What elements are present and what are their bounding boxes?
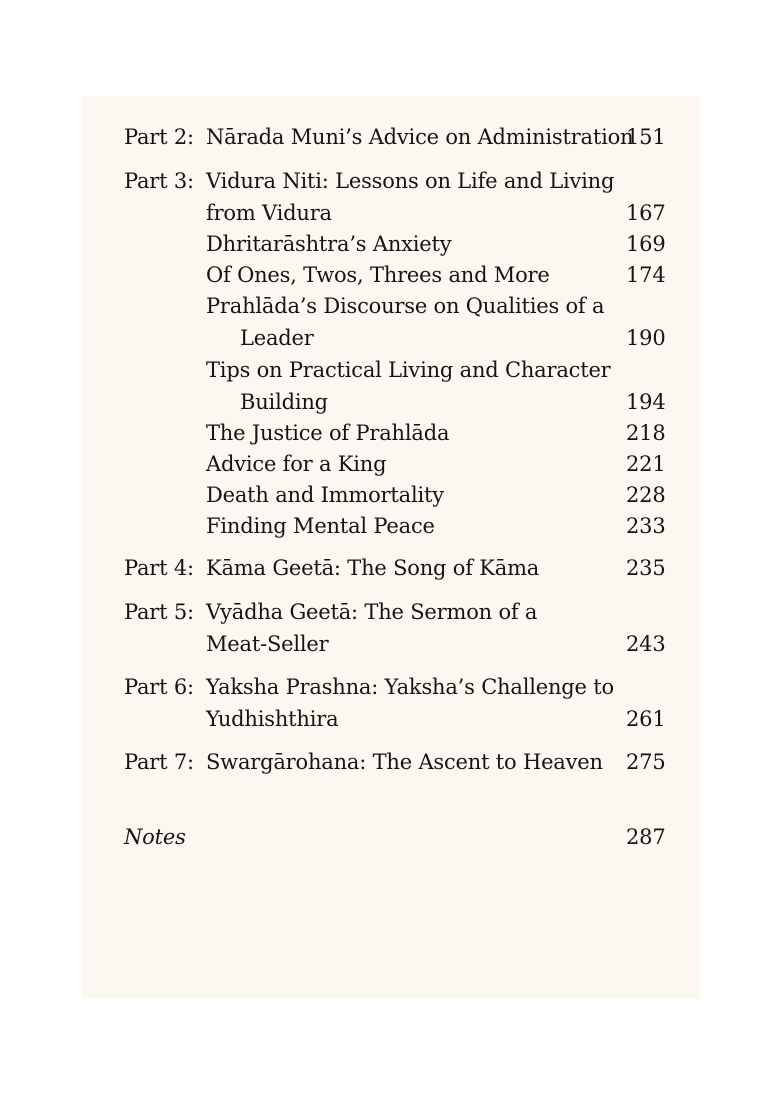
part-6-title-line2: Yudhishthira [206, 707, 339, 731]
table-of-contents [82, 96, 700, 999]
part-7-label: Part 7: [124, 750, 194, 774]
part-4-title: Kāma Geetā: The Song of Kāma [206, 556, 540, 580]
entry-title: Advice for a King [206, 452, 387, 476]
part-6-label: Part 6: [124, 675, 194, 699]
entry-title: The Justice of Prahlāda [206, 421, 450, 445]
part-2-title: Nārada Muni’s Advice on Administration [206, 125, 634, 149]
entry-page: 174 [626, 263, 666, 287]
part-5-title-line2: Meat-Seller [206, 632, 329, 656]
entry-title: Dhritarāshtra’s Anxiety [206, 232, 452, 256]
part-5-label: Part 5: [124, 600, 194, 624]
entry-page: 194 [626, 390, 666, 414]
part-6-title-line1: Yaksha Prashna: Yaksha’s Challenge to [206, 675, 614, 699]
entry-page: 221 [626, 452, 666, 476]
entry-title: Of Ones, Twos, Threes and More [206, 263, 550, 287]
entry-page: 228 [626, 483, 666, 507]
part-6-page: 261 [626, 707, 666, 731]
part-3-title-line2: from Vidura [206, 201, 332, 225]
entry-title: Finding Mental Peace [206, 514, 435, 538]
entry-title-line1: Prahlāda’s Discourse on Qualities of a [206, 294, 605, 318]
part-3-page: 167 [626, 201, 666, 225]
part-5-page: 243 [626, 632, 666, 656]
entry-title: Death and Immortality [206, 483, 444, 507]
entry-title-line2: Leader [240, 326, 314, 350]
part-7-title: Swargārohana: The Ascent to Heaven [206, 750, 603, 774]
entry-title-line1: Tips on Practical Living and Character [206, 358, 611, 382]
entry-page: 169 [626, 232, 666, 256]
part-3-label: Part 3: [124, 169, 194, 193]
entry-page: 233 [626, 514, 666, 538]
part-4-page: 235 [626, 556, 666, 580]
entry-page: 190 [626, 326, 666, 350]
part-3-title-line1: Vidura Niti: Lessons on Life and Living [206, 169, 615, 193]
notes-page: 287 [626, 825, 666, 849]
book-page [82, 96, 700, 999]
part-5-title-line1: Vyādha Geetā: The Sermon of a [206, 600, 538, 624]
notes-label: Notes [124, 825, 186, 849]
part-2-page: 151 [626, 125, 666, 149]
entry-title-line2: Building [240, 390, 328, 414]
part-4-label: Part 4: [124, 556, 194, 580]
entry-page: 218 [626, 421, 666, 445]
part-7-page: 275 [626, 750, 666, 774]
part-2-label: Part 2: [124, 125, 194, 149]
